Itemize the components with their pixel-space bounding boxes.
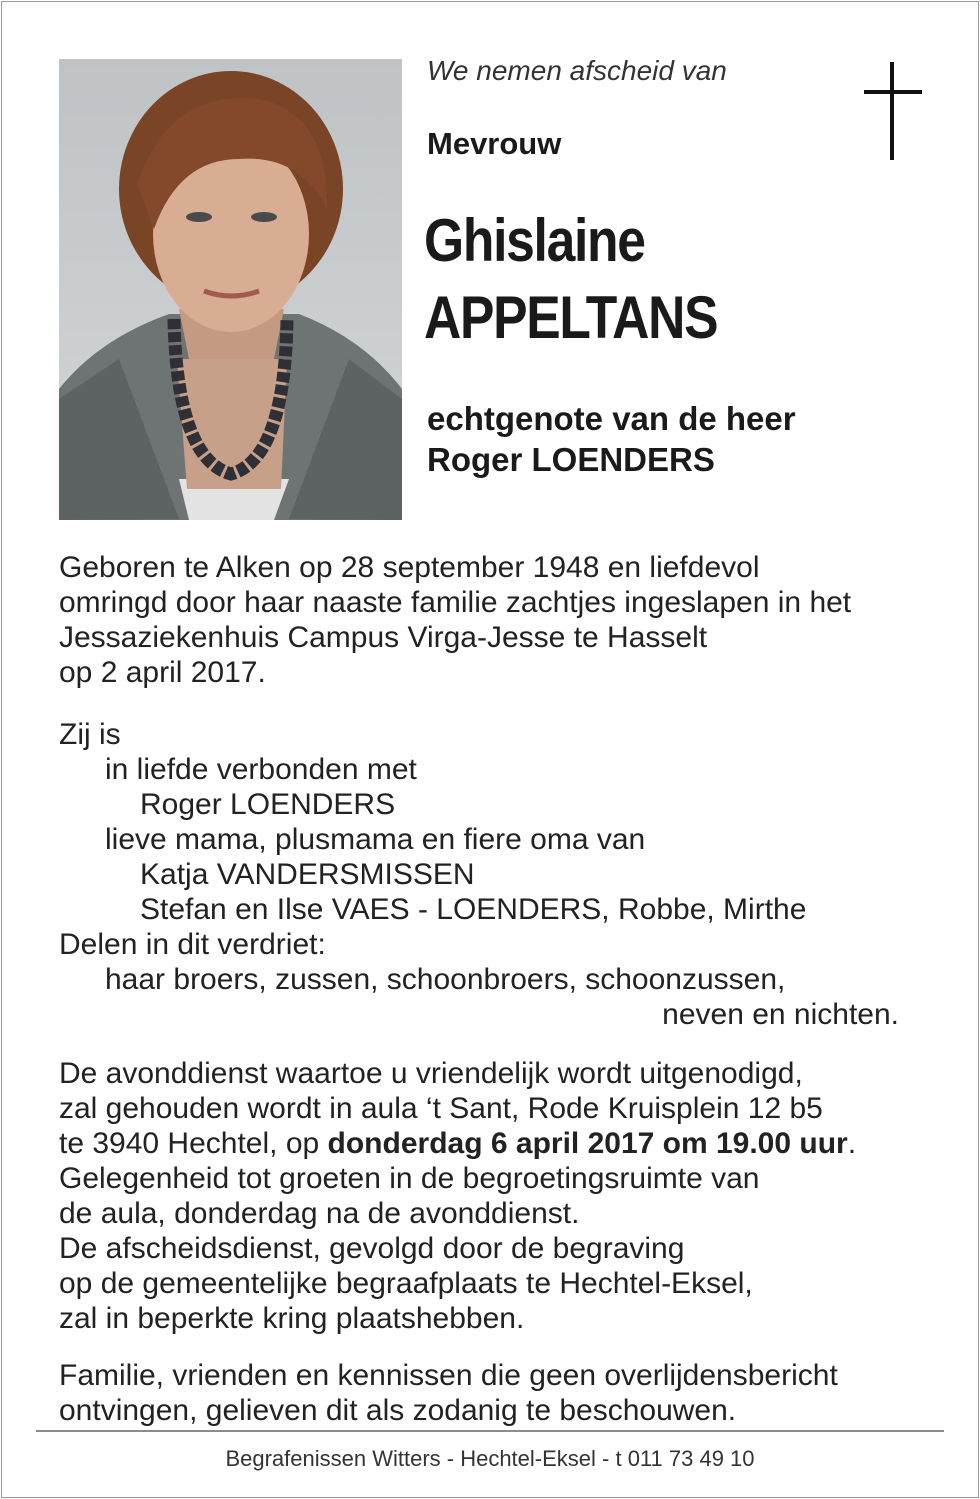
deceased-first-name: Ghislaine <box>424 207 645 274</box>
family-paragraph <box>59 717 899 1032</box>
service-line: Gelegenheid tot groeten in de begroetingsruimte van <box>59 1162 760 1195</box>
family-child-1: Katja VANDERSMISSEN <box>140 858 475 891</box>
family-delen: Delen in dit verdriet: <box>59 928 326 961</box>
closing-line: ontvingen, gelieven dit als zodanig te beschouwen. <box>59 1394 737 1427</box>
service-line: de aula, donderdag na de avonddienst. <box>59 1197 580 1230</box>
honorific-title: Mevrouw <box>427 126 562 161</box>
service-line: De avonddienst waartoe u vriendelijk wordt uitgenodigd, <box>59 1057 803 1090</box>
family-partner: Roger LOENDERS <box>140 788 396 821</box>
service-line: zal gehouden wordt in aula ‘t Sant, Rode Kruisplein 12 b5 <box>59 1092 823 1125</box>
birth-paragraph <box>59 550 851 690</box>
service-line-pre: te 3940 Hechtel, op <box>59 1127 328 1160</box>
family-verbonden: in liefde verbonden met <box>105 753 417 786</box>
spouse-line-2: Roger LOENDERS <box>427 441 715 478</box>
service-line: zal in beperkte kring plaatshebben. <box>59 1302 525 1335</box>
cross-icon <box>864 62 922 165</box>
funeral-home-footer: Begrafenissen Witters - Hechtel-Eksel - t 011 73 49 10 <box>225 1446 755 1471</box>
closing-paragraph <box>59 1358 838 1428</box>
service-line-post: . <box>847 1127 857 1160</box>
birth-line: Geboren te Alken op 28 september 1948 en liefdevol <box>59 551 760 584</box>
family-siblings: haar broers, zussen, schoonbroers, schoonzussen, <box>105 963 786 996</box>
portrait-image <box>59 59 402 520</box>
family-mama: lieve mama, plusmama en fiere oma van <box>105 823 646 856</box>
deceased-last-name: APPELTANS <box>424 284 718 351</box>
spouse-block <box>427 398 796 480</box>
family-child-2: Stefan en Ilse VAES - LOENDERS, Robbe, Mirthe <box>140 893 807 926</box>
service-date-bold: donderdag 6 april 2017 om 19.00 uur <box>327 1127 848 1160</box>
footer-divider <box>36 1430 944 1432</box>
intro-text: We nemen afscheid van <box>427 55 727 86</box>
spouse-line-1: echtgenote van de heer <box>427 400 796 437</box>
birth-line: omringd door haar naaste familie zachtjes ingeslapen in het <box>59 586 852 619</box>
family-zij-is: Zij is <box>59 718 121 751</box>
birth-line: op 2 april 2017. <box>59 656 266 689</box>
closing-line: Familie, vrienden en kennissen die geen overlijdensbericht <box>59 1359 838 1392</box>
birth-line: Jessaziekenhuis Campus Virga-Jesse te Hasselt <box>59 621 708 654</box>
family-cousins: neven en nichten. <box>662 998 899 1031</box>
service-line: De afscheidsdienst, gevolgd door de begraving <box>59 1232 685 1265</box>
service-line: op de gemeentelijke begraafplaats te Hechtel-Eksel, <box>59 1267 753 1300</box>
service-paragraph <box>59 1056 856 1336</box>
service-line-date <box>59 1126 856 1161</box>
portrait-photo <box>59 59 402 520</box>
